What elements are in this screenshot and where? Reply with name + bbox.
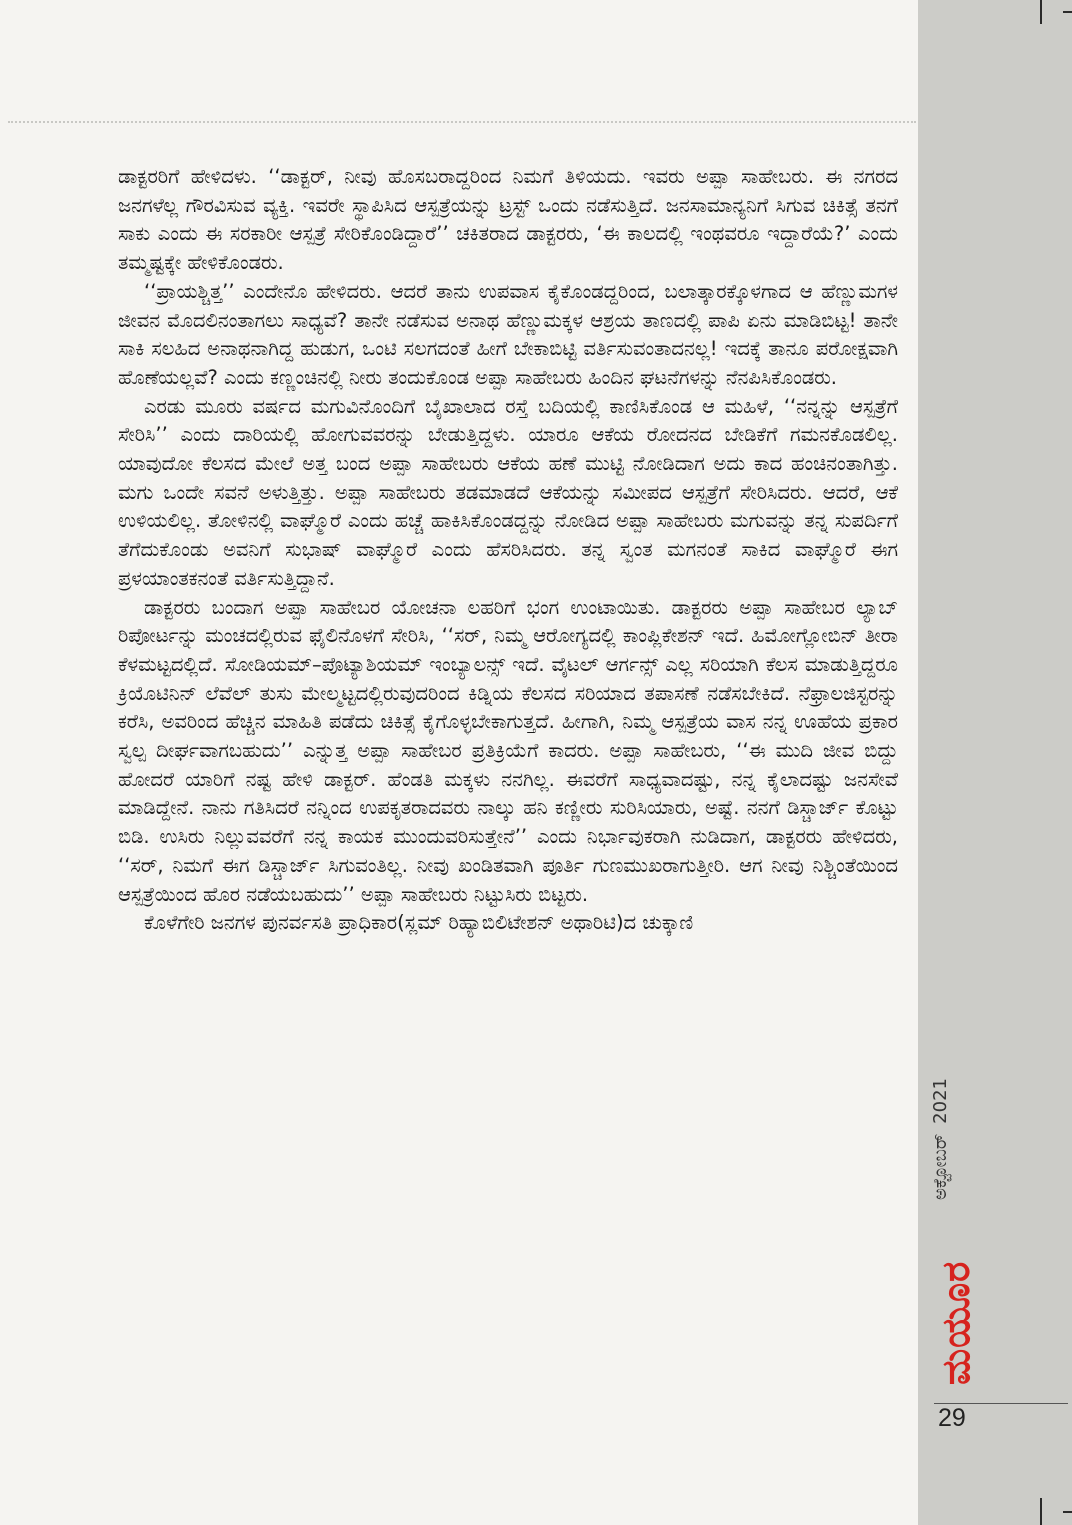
paragraph: ‘‘ಪ್ರಾಯಶ್ಚಿತ್ತ’’ ಎಂದೇನೊ ಹೇಳಿದರು. ಆದರೆ ತಾನು ಉಪವಾಸ ಕೈಕೊಂಡದ್ದರಿಂದ, ಬಲಾತ್ಕಾರಕ್ಕೊಳಗಾದ ಆ ಹೆಣ್ಣುಮಗಳ ಜೀವನ ಮೊದಲಿನಂತಾಗಲು ಸಾಧ್ಯವೆ? ತಾನೇ ನಡೆಸುವ ಅನಾಥ ಹೆಣ್ಣುಮಕ್ಕಳ ಆಶ್ರಯ ತಾಣದಲ್ಲಿ ಪಾಪಿ ಏನು ಮಾಡಿಬಿಟ್ಟ! ತಾನೇ ಸಾಕಿ ಸಲಹಿದ ಅನಾಥನಾಗಿದ್ದ ಹುಡುಗ, ಒಂಟಿ ಸಲಗದಂತೆ ಹೀಗೆ ಬೇಕಾಬಿಟ್ಟಿ ವರ್ತಿಸುವಂತಾದನಲ್ಲ! ಇದಕ್ಕೆ ತಾನೂ ಪರೋಕ್ಷವಾಗಿ ಹೊಣೆಯಲ್ಲವೆ? ಎಂದು ಕಣ್ಣಂಚಿನಲ್ಲಿ ನೀರು ತಂದುಕೊಂಡ ಅಪ್ಪಾ ಸಾಹೇಬರು ಹಿಂದಿನ ಘಟನೆಗಳನ್ನು ನೆನಪಿಸಿಕೊಂಡರು. <box>118 279 898 389</box>
dotted-divider <box>8 121 916 123</box>
crop-mark <box>1063 1511 1072 1513</box>
issue-year: 2021 <box>930 1078 951 1124</box>
page-number: 29 <box>938 1404 966 1432</box>
paragraph: ಕೊಳೆಗೇರಿ ಜನಗಳ ಪುನರ್ವಸತಿ ಪ್ರಾಧಿಕಾರ(ಸ್ಲಮ್ ರಿಹ್ಯಾಬಿಲಿಟೇಶನ್ ಅಥಾರಿಟಿ)ದ ಚುಕ್ಕಾಣಿ <box>144 911 694 935</box>
paragraph: ಡಾಕ್ಟರರು ಬಂದಾಗ ಅಪ್ಪಾ ಸಾಹೇಬರ ಯೋಚನಾ ಲಹರಿಗೆ ಭಂಗ ಉಂಟಾಯಿತು. ಡಾಕ್ಟರರು ಅಪ್ಪಾ ಸಾಹೇಬರ ಲ್ಯಾಬ್ ರಿಪೋರ್ಟನ್ನು ಮಂಚದಲ್ಲಿರುವ ಫೈಲಿನೊಳಗೆ ಸೇರಿಸಿ, ‘‘ಸರ್, ನಿಮ್ಮ ಆರೋಗ್ಯದಲ್ಲಿ ಕಾಂಪ್ಲಿಕೇಶನ್ ಇದೆ. ಹಿಮೋಗ್ಲೋಬಿನ್ ತೀರಾ ಕೆಳಮಟ್ಟದಲ್ಲಿದೆ. ಸೋಡಿಯಮ್–ಪೊಟ್ಯಾಶಿಯಮ್ ಇಂಬ್ಯಾಲನ್ಸ್ ಇದೆ. ವೈಟಲ್ ಆರ್ಗನ್ಸ್ ಎಲ್ಲ ಸರಿಯಾಗಿ ಕೆಲಸ ಮಾಡುತ್ತಿದ್ದರೂ ಕ್ರಿಯೊಟಿನಿನ್ ಲೆವೆಲ್ ತುಸು ಮೇಲ್ಮಟ್ಟದಲ್ಲಿರುವುದರಿಂದ ಕಿಡ್ನಿಯ ಕೆಲಸದ ಸರಿಯಾದ ತಪಾಸಣೆ ನಡೆಸಬೇಕಿದೆ. ನೆಫ್ರಾಲಜಿಸ್ಟರನ್ನು ಕರೆಸಿ, ಅವರಿಂದ ಹೆಚ್ಚಿನ ಮಾಹಿತಿ ಪಡೆದು ಚಿಕಿತ್ಸೆ ಕೈಗೊಳ್ಳಬೇಕಾಗುತ್ತದೆ. ಹೀಗಾಗಿ, ನಿಮ್ಮ ಆಸ್ಪತ್ರೆಯ ವಾಸ ನನ್ನ ಊಹೆಯ ಪ್ರಕಾರ ಸ್ವಲ್ಪ ದೀರ್ಘವಾಗಬಹುದು’’ ಎನ್ನುತ್ತ ಅಪ್ಪಾ ಸಾಹೇಬರ ಪ್ರತಿಕ್ರಿಯೆಗೆ ಕಾದರು. ಅಪ್ಪಾ ಸಾಹೇಬರು, ‘‘ಈ ಮುದಿ ಜೀವ ಬಿದ್ದು ಹೋದರೆ ಯಾರಿಗೆ ನಷ್ಟ ಹೇಳಿ ಡಾಕ್ಟರ್. ಹೆಂಡತಿ ಮಕ್ಕಳು ನನಗಿಲ್ಲ. ಈವರೆಗೆ ಸಾಧ್ಯವಾದಷ್ಟು, ನನ್ನ ಕೈಲಾದಷ್ಟು ಜನಸೇವೆ ಮಾಡಿದ್ದೇನೆ. ನಾನು ಗತಿಸಿದರೆ ನನ್ನಿಂದ ಉಪಕೃತರಾದವರು ನಾಲ್ಕು ಹನಿ ಕಣ್ಣೀರು ಸುರಿಸಿಯಾರು, ಅಷ್ಟೆ. ನನಗೆ ಡಿಸ್ಚಾರ್ಜ್ ಕೊಟ್ಟು ಬಿಡಿ. ಉಸಿರು ನಿಲ್ಲುವವರೆಗೆ ನನ್ನ ಕಾಯಕ ಮುಂದುವರಿಸುತ್ತೇನೆ’’ ಎಂದು ನಿರ್ಭಾವುಕರಾಗಿ ನುಡಿದಾಗ, ಡಾಕ್ಟರರು ಹೇಳಿದರು, ‘‘ಸರ್, ನಿಮಗೆ ಈಗ ಡಿಸ್ಚಾರ್ಜ್ ಸಿಗುವಂತಿಲ್ಲ. ನೀವು ಖಂಡಿತವಾಗಿ ಪೂರ್ತಿ ಗುಣಮುಖರಾಗುತ್ತೀರಿ. ಆಗ ನೀವು ನಿಶ್ಚಿಂತೆಯಿಂದ ಆಸ್ಪತ್ರೆಯಿಂದ ಹೊರ ನಡೆಯಬಹುದು’’ ಅಪ್ಪಾ ಸಾಹೇಬರು ನಿಟ್ಟುಸಿರು ಬಿಟ್ಟರು. <box>118 595 898 906</box>
article-body <box>118 163 898 938</box>
crop-mark <box>1040 1498 1042 1525</box>
paragraph: ಎರಡು ಮೂರು ವರ್ಷದ ಮಗುವಿನೊಂದಿಗೆ ಬೈಖಾಲಾದ ರಸ್ತೆ ಬದಿಯಲ್ಲಿ ಕಾಣಿಸಿಕೊಂಡ ಆ ಮಹಿಳೆ, ‘‘ನನ್ನನ್ನು ಆಸ್ಪತ್ರೆಗೆ ಸೇರಿಸಿ’’ ಎಂದು ದಾರಿಯಲ್ಲಿ ಹೋಗುವವರನ್ನು ಬೇಡುತ್ತಿದ್ದಳು. ಯಾರೂ ಆಕೆಯ ರೋದನದ ಬೇಡಿಕೆಗೆ ಗಮನಕೊಡಲಿಲ್ಲ. ಯಾವುದೋ ಕೆಲಸದ ಮೇಲೆ ಅತ್ತ ಬಂದ ಅಪ್ಪಾ ಸಾಹೇಬರು ಆಕೆಯ ಹಣೆ ಮುಟ್ಟಿ ನೋಡಿದಾಗ ಅದು ಕಾದ ಹಂಚಿನಂತಾಗಿತ್ತು. ಮಗು ಒಂದೇ ಸವನೆ ಅಳುತ್ತಿತ್ತು. ಅಪ್ಪಾ ಸಾಹೇಬರು ತಡಮಾಡದೆ ಆಕೆಯನ್ನು ಸಮೀಪದ ಆಸ್ಪತ್ರೆಗೆ ಸೇರಿಸಿದರು. ಆದರೆ, ಆಕೆ ಉಳಿಯಲಿಲ್ಲ. ತೋಳಿನಲ್ಲಿ ವಾಘ್ಮೊರೆ ಎಂದು ಹಚ್ಚೆ ಹಾಕಿಸಿಕೊಂಡದ್ದನ್ನು ನೋಡಿದ ಅಪ್ಪಾ ಸಾಹೇಬರು ಮಗುವನ್ನು ತನ್ನ ಸುಪರ್ದಿಗೆ ತೆಗೆದುಕೊಂಡು ಅವನಿಗೆ ಸುಭಾಷ್ ವಾಘ್ಮೊರೆ ಎಂದು ಹೆಸರಿಸಿದರು. ತನ್ನ ಸ್ವಂತ ಮಗನಂತೆ ಸಾಕಿದ ವಾಘ್ಮೊರೆ ಈಗ ಪ್ರಳಯಾಂತಕನಂತೆ ವರ್ತಿಸುತ್ತಿದ್ದಾನೆ. <box>118 394 898 590</box>
issue-date <box>930 1078 951 1200</box>
crop-mark <box>1040 0 1042 24</box>
crop-mark <box>1063 11 1072 13</box>
issue-month: ಅಕ್ಟೋಬರ್ <box>930 1133 951 1200</box>
sidebar-labels <box>930 1070 982 1400</box>
magazine-logo: ಮಯೂರ <box>934 1260 978 1385</box>
paragraph: ಡಾಕ್ಟರರಿಗೆ ಹೇಳಿದಳು. ‘‘ಡಾಕ್ಟರ್, ನೀವು ಹೊಸಬರಾದ್ದರಿಂದ ನಿಮಗೆ ತಿಳಿಯದು. ಇವರು ಅಪ್ಪಾ ಸಾಹೇಬರು. ಈ ನಗರದ ಜನಗಳೆಲ್ಲ ಗೌರವಿಸುವ ವ್ಯಕ್ತಿ. ಇವರೇ ಸ್ಥಾಪಿಸಿದ ಆಸ್ಪತ್ರೆಯನ್ನು ಟ್ರಸ್ಟ್ ಒಂದು ನಡೆಸುತ್ತಿದೆ. ಜನಸಾಮಾನ್ಯನಿಗೆ ಸಿಗುವ ಚಿಕಿತ್ಸೆ ತನಗೆ ಸಾಕು ಎಂದು ಈ ಸರಕಾರೀ ಆಸ್ಪತ್ರೆ ಸೇರಿಕೊಂಡಿದ್ದಾರೆ’’ ಚಕಿತರಾದ ಡಾಕ್ಟರರು, ‘ಈ ಕಾಲದಲ್ಲಿ ಇಂಥವರೂ ಇದ್ದಾರೆಯೆ?’ ಎಂದು ತಮ್ಮಷ್ಟಕ್ಕೇ ಹೇಳಿಕೊಂಡರು. <box>118 165 898 275</box>
